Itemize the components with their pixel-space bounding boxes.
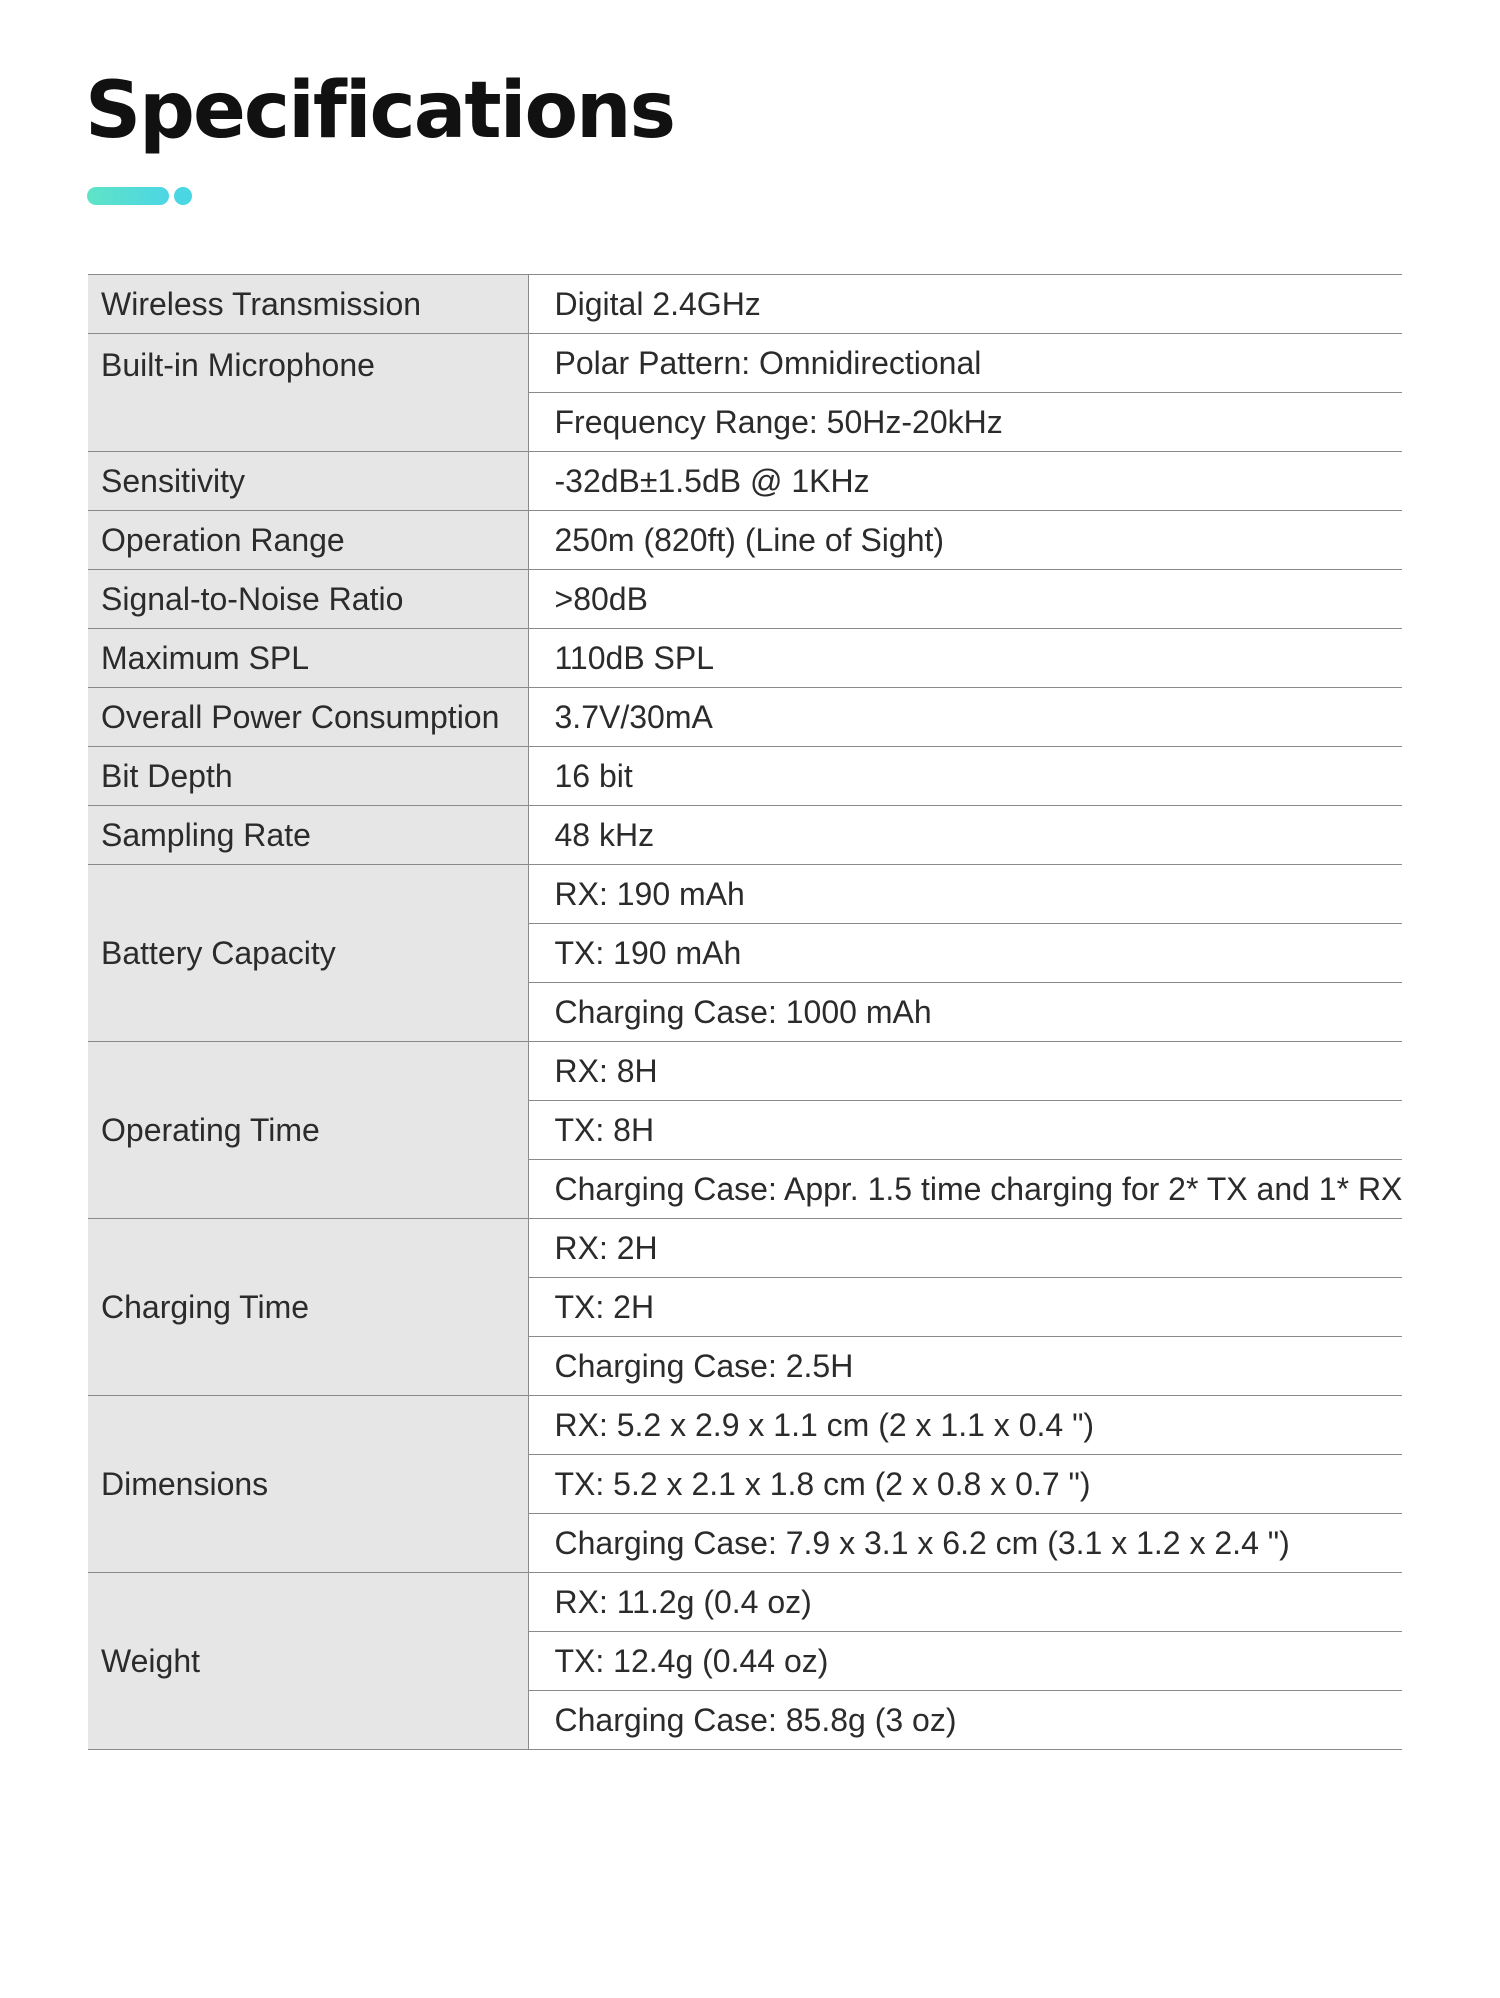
spec-label: Bit Depth <box>88 747 528 806</box>
spec-value: TX: 2H <box>528 1278 1402 1337</box>
spec-value: 110dB SPL <box>528 629 1402 688</box>
spec-value: Charging Case: Appr. 1.5 time charging for 2* TX and 1* RX <box>528 1160 1402 1219</box>
spec-value: 16 bit <box>528 747 1402 806</box>
spec-value: TX: 8H <box>528 1101 1402 1160</box>
spec-value: TX: 12.4g (0.44 oz) <box>528 1632 1402 1691</box>
spec-value: RX: 190 mAh <box>528 865 1402 924</box>
spec-label: Operation Range <box>88 511 528 570</box>
spec-value: RX: 11.2g (0.4 oz) <box>528 1573 1402 1632</box>
spec-label: Battery Capacity <box>88 865 528 1042</box>
spec-row <box>88 1396 1402 1455</box>
accent-bar <box>87 187 169 205</box>
spec-row <box>88 747 1402 806</box>
spec-label: Charging Time <box>88 1219 528 1396</box>
spec-row <box>88 806 1402 865</box>
spec-row <box>88 452 1402 511</box>
spec-label: Sensitivity <box>88 452 528 511</box>
spec-value: RX: 5.2 x 2.9 x 1.1 cm (2 x 1.1 x 0.4 ") <box>528 1396 1402 1455</box>
spec-value: 3.7V/30mA <box>528 688 1402 747</box>
spec-row <box>88 1573 1402 1632</box>
specifications-table-body <box>88 275 1402 1750</box>
spec-value: Charging Case: 85.8g (3 oz) <box>528 1691 1402 1750</box>
spec-row <box>88 688 1402 747</box>
spec-value: Frequency Range: 50Hz-20kHz <box>528 393 1402 452</box>
spec-value: >80dB <box>528 570 1402 629</box>
spec-value: Polar Pattern: Omnidirectional <box>528 334 1402 393</box>
spec-label: Signal-to-Noise Ratio <box>88 570 528 629</box>
spec-value: -32dB±1.5dB @ 1KHz <box>528 452 1402 511</box>
spec-label: Maximum SPL <box>88 629 528 688</box>
spec-value: 250m (820ft) (Line of Sight) <box>528 511 1402 570</box>
spec-row <box>88 334 1402 393</box>
spec-label: Weight <box>88 1573 528 1750</box>
spec-value: Digital 2.4GHz <box>528 275 1402 334</box>
spec-label: Built-in Microphone <box>88 334 528 452</box>
spec-row <box>88 275 1402 334</box>
spec-value: TX: 5.2 x 2.1 x 1.8 cm (2 x 0.8 x 0.7 ") <box>528 1455 1402 1514</box>
spec-value: Charging Case: 7.9 x 3.1 x 6.2 cm (3.1 x 1.2 x 2.4 ") <box>528 1514 1402 1573</box>
spec-value: RX: 8H <box>528 1042 1402 1101</box>
spec-row <box>88 1219 1402 1278</box>
spec-value: RX: 2H <box>528 1219 1402 1278</box>
spec-row <box>88 1042 1402 1101</box>
spec-row <box>88 570 1402 629</box>
spec-value: 48 kHz <box>528 806 1402 865</box>
spec-row <box>88 865 1402 924</box>
spec-label: Sampling Rate <box>88 806 528 865</box>
spec-label: Overall Power Consumption <box>88 688 528 747</box>
spec-value: Charging Case: 1000 mAh <box>528 983 1402 1042</box>
spec-label: Dimensions <box>88 1396 528 1573</box>
spec-row <box>88 629 1402 688</box>
spec-value: Charging Case: 2.5H <box>528 1337 1402 1396</box>
specifications-table <box>88 274 1402 1750</box>
spec-row <box>88 511 1402 570</box>
page-title: Specifications <box>85 66 674 156</box>
spec-value: TX: 190 mAh <box>528 924 1402 983</box>
spec-label: Wireless Transmission <box>88 275 528 334</box>
spec-label: Operating Time <box>88 1042 528 1219</box>
accent-dot <box>174 187 192 205</box>
